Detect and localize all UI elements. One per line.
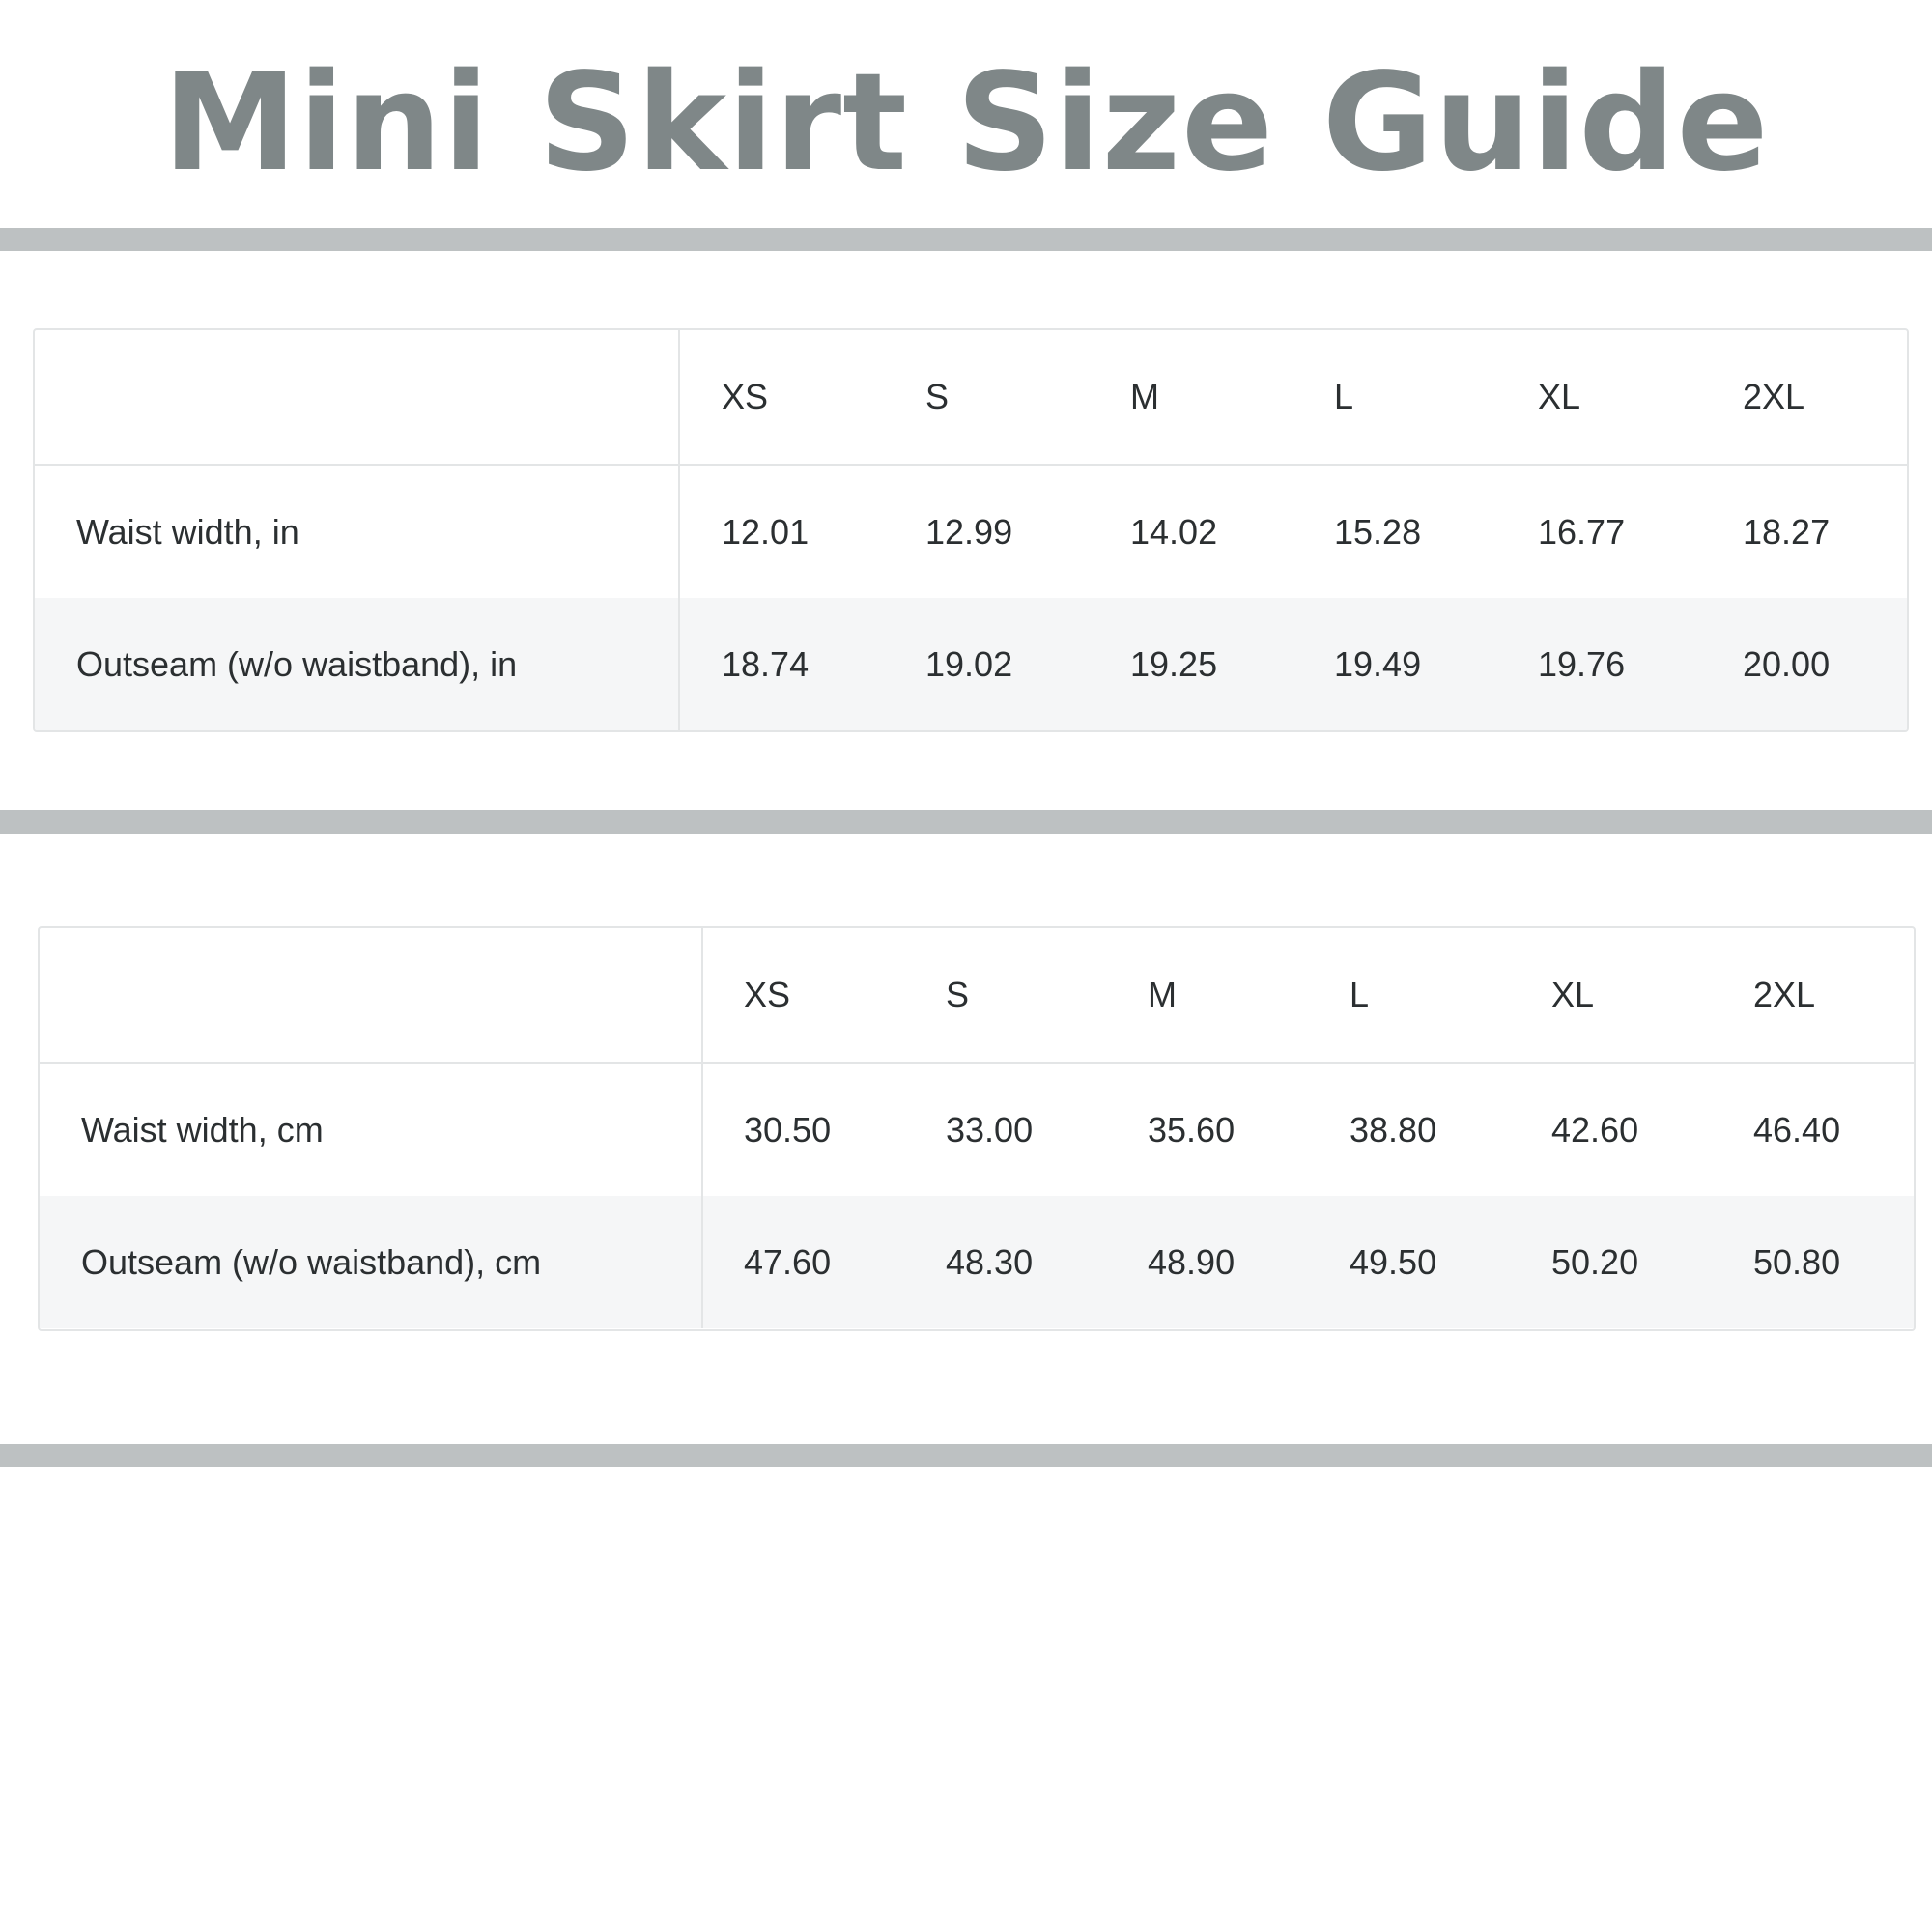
size-header-xl: XL: [1551, 975, 1595, 1014]
value-cell: 19.49: [1334, 643, 1422, 684]
size-header-2xl: 2XL: [1753, 975, 1816, 1014]
value-cell: 18.74: [722, 643, 810, 684]
header-empty-cell: [35, 330, 680, 464]
table-row: [40, 1196, 1914, 1328]
size-header-s: S: [946, 975, 970, 1014]
size-header-m: M: [1130, 377, 1159, 416]
size-header-xs: XS: [744, 975, 791, 1014]
header-empty-cell: [40, 928, 703, 1062]
size-header-2xl: 2XL: [1743, 377, 1805, 416]
size-header-s: S: [925, 377, 950, 416]
value-cell: 49.50: [1350, 1241, 1437, 1282]
value-cell: 50.20: [1551, 1241, 1639, 1282]
value-cell: 35.60: [1148, 1109, 1236, 1150]
size-header-l: L: [1334, 377, 1354, 416]
value-cell: 42.60: [1551, 1109, 1639, 1150]
value-cell: 14.02: [1130, 511, 1218, 552]
value-cell: 38.80: [1350, 1109, 1437, 1150]
value-cell: 50.80: [1753, 1241, 1841, 1282]
divider-bottom: [0, 1444, 1932, 1467]
row-label: Waist width, cm: [40, 1064, 703, 1196]
divider-top: [0, 228, 1932, 251]
value-cell: 12.01: [722, 511, 810, 552]
value-cell: 19.76: [1538, 643, 1626, 684]
value-cell: 30.50: [744, 1109, 832, 1150]
table-row: [40, 1064, 1914, 1196]
size-header-m: M: [1148, 975, 1177, 1014]
value-cell: 18.27: [1743, 511, 1831, 552]
value-cell: 15.28: [1334, 511, 1422, 552]
size-header-xl: XL: [1538, 377, 1581, 416]
size-header-l: L: [1350, 975, 1370, 1014]
size-header-xs: XS: [722, 377, 769, 416]
row-label: Waist width, in: [35, 466, 680, 598]
page-title: Mini Skirt Size Guide: [162, 44, 1770, 202]
table-header-row: [40, 928, 1914, 1064]
value-cell: 20.00: [1743, 643, 1831, 684]
value-cell: 16.77: [1538, 511, 1626, 552]
value-cell: 46.40: [1753, 1109, 1841, 1150]
value-cell: 33.00: [946, 1109, 1034, 1150]
divider-middle: [0, 810, 1932, 834]
row-label: Outseam (w/o waistband), cm: [40, 1196, 703, 1328]
value-cell: 48.90: [1148, 1241, 1236, 1282]
size-table-inches: [33, 328, 1909, 732]
table-header-row: [35, 330, 1907, 466]
size-table-centimeters: [38, 926, 1916, 1331]
row-label: Outseam (w/o waistband), in: [35, 598, 680, 730]
value-cell: 47.60: [744, 1241, 832, 1282]
value-cell: 12.99: [925, 511, 1013, 552]
value-cell: 19.02: [925, 643, 1013, 684]
table-row: [35, 598, 1907, 730]
value-cell: 19.25: [1130, 643, 1218, 684]
table-row: [35, 466, 1907, 598]
value-cell: 48.30: [946, 1241, 1034, 1282]
